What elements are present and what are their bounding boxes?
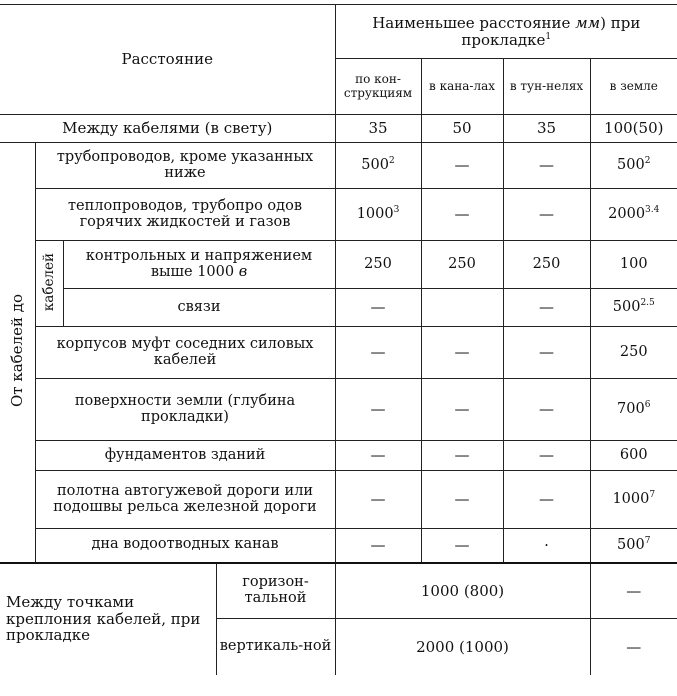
cell: · — [503, 529, 590, 563]
cell: 100(50) — [590, 115, 677, 143]
cell: — — [335, 529, 421, 563]
row-fastening-horizontal-label: горизон-тальной — [216, 563, 335, 619]
cell: $500^2$ — [590, 143, 677, 189]
cell: — — [421, 327, 503, 379]
cell: 250 — [421, 241, 503, 289]
cell: — — [421, 471, 503, 529]
row-fastening-vertical-label: вертикаль-ной — [216, 619, 335, 675]
header-distance: Расстояние — [0, 5, 335, 115]
col-ground: в земле — [590, 59, 677, 115]
cell: — — [503, 289, 590, 327]
cell: 100 — [590, 241, 677, 289]
cell: 250 — [503, 241, 590, 289]
header-unit: мм — [575, 14, 601, 32]
cell: — — [590, 619, 677, 675]
cell: — — [421, 441, 503, 471]
cell: — — [503, 189, 590, 241]
cell: 600 — [590, 441, 677, 471]
cell: — — [335, 471, 421, 529]
cell: — — [335, 379, 421, 441]
cell: 2000 (1000) — [335, 619, 590, 675]
cell: — — [503, 143, 590, 189]
cell: — — [503, 327, 590, 379]
cell: — — [503, 379, 590, 441]
cell: $700^6$ — [590, 379, 677, 441]
col-constructions: по кон-струкциям — [335, 59, 421, 115]
col-channels: в кана-лах — [421, 59, 503, 115]
row-fastening-label: Между точками креплония кабелей, при прокладке — [0, 563, 216, 675]
row-sleeves-label: корпусов муфт соседних силовых кабелей — [35, 327, 335, 379]
cell: $500^2$ — [335, 143, 421, 189]
cell: — — [503, 441, 590, 471]
cell: 250 — [590, 327, 677, 379]
cell: 1000 (800) — [335, 563, 590, 619]
col-tunnels: в тун-нелях — [503, 59, 590, 115]
row-heat-pipes-label: теплопроводов, трубопро одов горячих жидкостей и газов — [35, 189, 335, 241]
cell: — — [421, 189, 503, 241]
cell: 35 — [335, 115, 421, 143]
cell: 1000$^3$ — [335, 189, 421, 241]
cable-distance-table — [0, 4, 677, 675]
cell: — — [335, 327, 421, 379]
cell: — — [421, 143, 503, 189]
row-ground-surface-label: поверхности земли (глубина прокладки) — [35, 379, 335, 441]
cell: 1000$^7$ — [590, 471, 677, 529]
row-comm-cables-label: связи — [63, 289, 335, 327]
cell: $500^7$ — [590, 529, 677, 563]
cell: 35 — [503, 115, 590, 143]
row-control-cables-label: контрольных и напряжением выше 1000 в — [63, 241, 335, 289]
row-between-cables-label: Между кабелями (в свету) — [0, 115, 335, 143]
cell: — — [421, 529, 503, 563]
cell: $500^{2.5}$ — [590, 289, 677, 327]
row-ditches-label: дна водоотводных канав — [35, 529, 335, 563]
row-foundations-label: фундаментов зданий — [35, 441, 335, 471]
cell: — — [421, 379, 503, 441]
row-pipelines-label: трубопроводов, кроме указанных ниже — [35, 143, 335, 189]
group-cables: кабелей — [35, 241, 63, 327]
cell — [421, 289, 503, 327]
row-road-label: полотна автогужевой дороги или подошвы рельса железной дороги — [35, 471, 335, 529]
cell: 50 — [421, 115, 503, 143]
cell: — — [590, 563, 677, 619]
cell: — — [503, 471, 590, 529]
cell: — — [335, 441, 421, 471]
cell: 250 — [335, 241, 421, 289]
header-min-distance: Наименьшее расстояние мм) при прокладке$^1$ — [335, 5, 677, 59]
cell: $2000^{3.4}$ — [590, 189, 677, 241]
group-from-cables: От кабелей до — [0, 143, 35, 563]
cell: — — [335, 289, 421, 327]
